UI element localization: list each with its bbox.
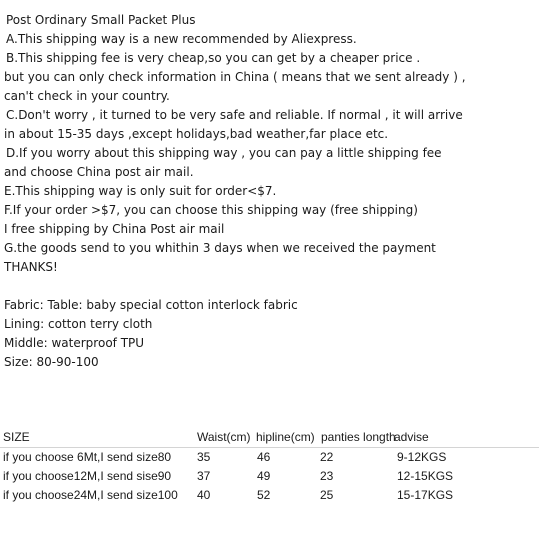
note-e: E.This shipping way is only suit for order<$7. — [4, 184, 277, 198]
middle-line: Middle: waterproof TPU — [4, 336, 145, 350]
header-waist: Waist(cm) — [197, 430, 251, 444]
row-hipline: 49 — [257, 469, 271, 483]
note-b-cont-2: can't check in your country. — [4, 89, 170, 103]
row-size: if you choose12M,I send sise90 — [3, 469, 172, 483]
header-advise: advise — [394, 430, 429, 444]
row-hipline: 46 — [257, 450, 271, 464]
row-advise: 9-12KGS — [397, 450, 447, 464]
row-waist: 37 — [197, 469, 211, 483]
table-row — [0, 467, 539, 486]
header-hipline: hipline(cm) — [256, 430, 315, 444]
note-c-cont: in about 15-35 days ,except holidays,bad weather,far place etc. — [4, 127, 389, 141]
note-thanks: THANKS! — [4, 260, 58, 274]
row-panties-length: 23 — [320, 469, 334, 483]
note-b: B.This shipping fee is very cheap,so you can get by a cheaper price . — [6, 51, 421, 65]
row-waist: 35 — [197, 450, 211, 464]
note-g: G.the goods send to you whithin 3 days when we received the payment — [4, 241, 436, 255]
note-b-cont-1: but you can only check information in China ( means that we sent already ) , — [4, 70, 466, 84]
fabric-details — [4, 296, 298, 372]
header-panties-length: panties longth — [321, 430, 396, 444]
row-size: if you choose 6Mt,I send size80 — [3, 450, 172, 464]
note-f-cont: I free shipping by China Post air mail — [4, 222, 225, 236]
note-c: C.Don't worry , it turned to be very safe and reliable. If normal , it will arrive — [6, 108, 463, 122]
row-panties-length: 25 — [320, 488, 334, 502]
lining-line: Lining: cotton terry cloth — [4, 317, 153, 331]
size-line: Size: 80-90-100 — [4, 355, 99, 369]
size-table-header — [0, 428, 539, 448]
fabric-line: Fabric: Table: baby special cotton interlock fabric — [4, 298, 298, 312]
row-panties-length: 22 — [320, 450, 334, 464]
table-row — [0, 448, 539, 467]
shipping-title: Post Ordinary Small Packet Plus — [6, 13, 196, 27]
row-hipline: 52 — [257, 488, 271, 502]
row-advise: 15-17KGS — [397, 488, 454, 502]
table-row — [0, 486, 539, 505]
row-waist: 40 — [197, 488, 211, 502]
header-size: SIZE — [3, 430, 30, 444]
note-f: F.If your order >$7, you can choose this shipping way (free shipping) — [4, 203, 418, 217]
shipping-notes — [0, 11, 539, 277]
note-d: D.If you worry about this shipping way , you can pay a little shipping fee — [6, 146, 442, 160]
row-advise: 12-15KGS — [397, 469, 454, 483]
row-size: if you choose24M,I send size100 — [3, 488, 178, 502]
size-table — [0, 428, 539, 505]
note-a: A.This shipping way is a new recommended by Aliexpress. — [6, 32, 357, 46]
note-d-cont: and choose China post air mail. — [4, 165, 194, 179]
